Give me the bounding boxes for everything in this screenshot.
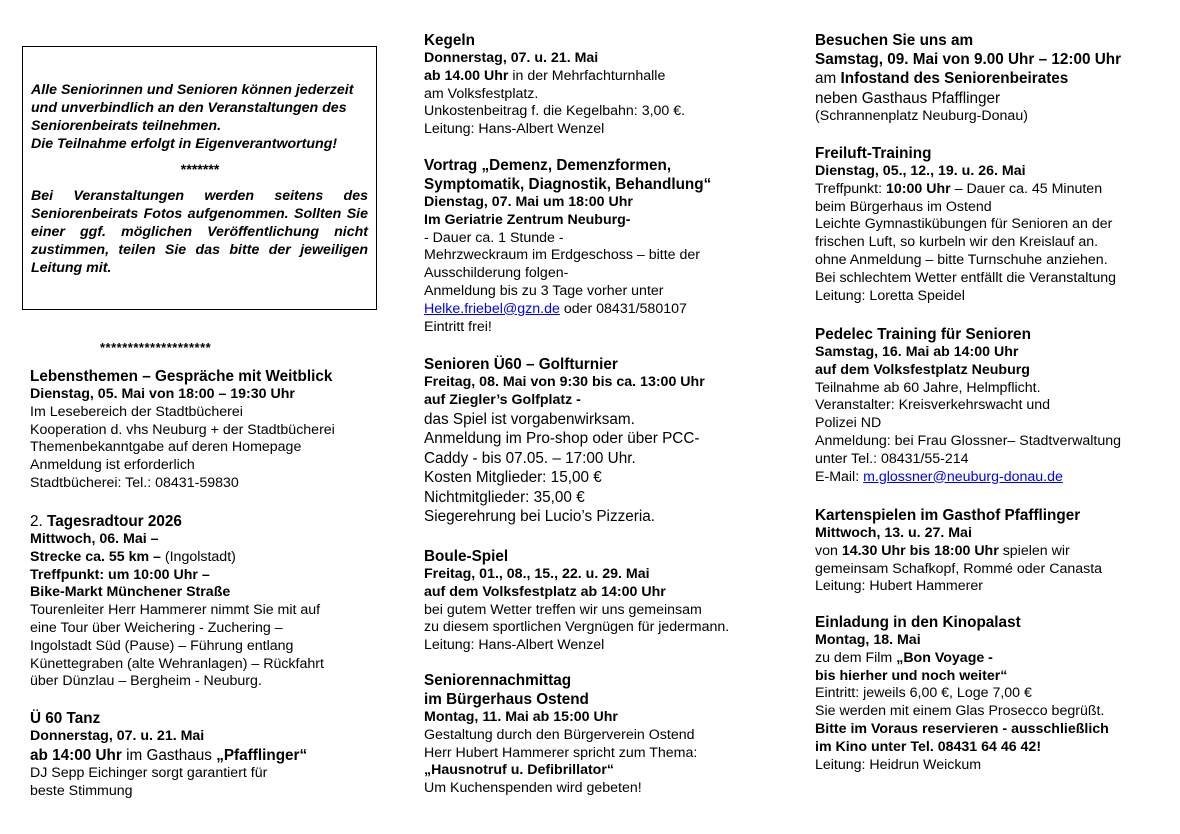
event-time: 14.30 Uhr bis 18:00 Uhr bbox=[841, 542, 999, 559]
duration: – Dauer ca. 45 Minuten bbox=[954, 180, 1103, 197]
box-separator: ******* bbox=[180, 162, 219, 178]
event-date: Freitag, 01., 08., 15., 22. u. 29. Mai bbox=[424, 566, 650, 582]
event-time: ab 14:00 Uhr bbox=[30, 746, 122, 764]
event-title: Vortrag „Demenz, Demenzformen, bbox=[424, 157, 672, 174]
route-distance: Strecke ca. 55 km – bbox=[30, 548, 161, 565]
event-nachmittag bbox=[424, 671, 697, 798]
event-date: Montag, 11. Mai ab 15:00 Uhr bbox=[424, 709, 618, 725]
event-boule bbox=[424, 547, 729, 655]
event-line: Ingolstadt Süd (Pause) – Führung entlang bbox=[30, 637, 294, 654]
event-vortrag bbox=[424, 156, 711, 336]
event-line: Polizei ND bbox=[815, 415, 882, 432]
event-line: beste Stimmung bbox=[30, 783, 133, 800]
event-pedelec bbox=[815, 325, 1121, 486]
event-golf bbox=[424, 355, 705, 527]
event-line: Leitung: Hans-Albert Wenzel bbox=[424, 637, 605, 654]
film-intro: zu dem Film bbox=[815, 649, 893, 666]
event-title: Tagesradtour 2026 bbox=[47, 513, 182, 530]
event-title-number: 2. bbox=[30, 513, 43, 530]
event-line: Stadtbücherei: Tel.: 08431-59830 bbox=[30, 474, 239, 491]
event-kegeln bbox=[424, 31, 685, 139]
event-line: Ausschilderung folgen- bbox=[424, 265, 569, 282]
event-line: DJ Sepp Eichinger sorgt garantiert für bbox=[30, 765, 268, 782]
email-link[interactable]: Helke.friebel@gzn.de bbox=[424, 300, 560, 317]
event-line: Teilnahme ab 60 Jahre, Helmpflicht. bbox=[815, 379, 1041, 396]
event-title: Besuchen Sie uns am bbox=[815, 32, 974, 49]
event-line: unter Tel.: 08431/55-214 bbox=[815, 450, 969, 467]
event-line: Gestaltung durch den Bürgerverein Ostend bbox=[424, 726, 695, 743]
event-date: Freitag, 08. Mai von 9:30 bis ca. 13:00 Uhr bbox=[424, 374, 705, 390]
event-line: - Dauer ca. 1 Stunde - bbox=[424, 229, 564, 246]
route-destination: (Ingolstadt) bbox=[164, 548, 236, 565]
event-line: Caddy - bis 07.05. – 17:00 Uhr. bbox=[424, 449, 636, 467]
event-title: Lebensthemen – Gespräche mit Weitblick bbox=[30, 368, 333, 385]
event-title: Kartenspielen im Gasthof Pfafflinger bbox=[815, 507, 1081, 524]
event-line: Nichtmitglieder: 35,00 € bbox=[424, 488, 585, 506]
event-venue: Infostand des Seniorenbeirates bbox=[840, 70, 1069, 87]
event-line: Anmeldung bis zu 3 Tage vorher unter bbox=[424, 282, 664, 299]
event-line: Veranstalter: Kreisverkehrswacht und bbox=[815, 397, 1050, 414]
event-infostand bbox=[815, 31, 1121, 126]
event-line: Kosten Mitglieder: 15,00 € bbox=[424, 469, 602, 487]
event-line: Kooperation d. vhs Neuburg + der Stadtbücherei bbox=[30, 421, 335, 438]
event-line: Tourenleiter Herr Hammerer nimmt Sie mit auf bbox=[30, 602, 321, 619]
event-venue-prefix: am bbox=[815, 70, 837, 87]
event-line: das Spiel ist vorgabenwirksam. bbox=[424, 410, 635, 428]
event-price: Eintritt: jeweils 6,00 €, Loge 7,00 € bbox=[815, 685, 1032, 702]
event-line: Im Lesebereich der Stadtbücherei bbox=[30, 403, 243, 420]
meeting-label: Treffpunkt: bbox=[815, 180, 883, 197]
event-line: ohne Anmeldung – bitte Turnschuhe anziehen. bbox=[815, 251, 1108, 268]
event-title: Ü 60 Tanz bbox=[30, 710, 101, 727]
time-prefix: von bbox=[815, 542, 838, 559]
event-line: am Volksfestplatz. bbox=[424, 85, 539, 102]
event-kino bbox=[815, 613, 1109, 774]
event-venue: auf Ziegler’s Golfplatz - bbox=[424, 391, 581, 408]
event-venue: auf dem Volksfestplatz Neuburg bbox=[815, 361, 1030, 378]
event-date: Mittwoch, 13. u. 27. Mai bbox=[815, 525, 972, 541]
event-title: Kegeln bbox=[424, 32, 475, 49]
event-venue: in der Mehrfachturnhalle bbox=[512, 67, 666, 84]
event-date: Samstag, 16. Mai ab 14:00 Uhr bbox=[815, 344, 1019, 360]
event-line: Eintritt frei! bbox=[424, 318, 492, 335]
participation-notice-box bbox=[22, 46, 377, 310]
event-line: Anmeldung im Pro-shop oder über PCC- bbox=[424, 430, 700, 448]
event-radtour bbox=[30, 512, 324, 691]
photo-notice-text: Bei Veranstaltungen werden seitens des Seniorenbeirats Fotos aufgenommen. Sollten Sie einer ggf. möglichen Veröffentlichung nicht zustimmen, teilen Sie das bitte der jeweiligen Leitung mit. bbox=[31, 188, 368, 276]
event-lebensthemen bbox=[30, 367, 335, 493]
event-line: Leitung: Heidrun Weickum bbox=[815, 756, 982, 773]
event-venue-prefix: im Gasthaus bbox=[126, 746, 212, 764]
event-date: Mittwoch, 06. Mai – bbox=[30, 531, 159, 547]
event-date: Samstag, 09. Mai von 9.00 Uhr – 12:00 Uhr bbox=[815, 51, 1122, 68]
event-date: Donnerstag, 07. u. 21. Mai bbox=[30, 728, 205, 744]
event-line: neben Gasthaus Pfafflinger bbox=[815, 89, 1001, 107]
event-karten bbox=[815, 506, 1102, 596]
event-line: Siegerehrung bei Lucio’s Pizzeria. bbox=[424, 508, 656, 526]
event-title: Symptomatik, Diagnostik, Behandlung“ bbox=[424, 176, 712, 193]
event-line: Anmeldung: bei Frau Glossner– Stadtverwaltung bbox=[815, 432, 1121, 449]
event-line: zu diesem sportlichen Vergnügen für jedermann. bbox=[424, 619, 730, 636]
event-freiluft bbox=[815, 144, 1116, 305]
event-line: Leitung: Loretta Speidel bbox=[815, 287, 965, 304]
meeting-time: Treffpunkt: um 10:00 Uhr – bbox=[30, 566, 210, 583]
event-line: beim Bürgerhaus im Ostend bbox=[815, 198, 992, 215]
event-title: Einladung in den Kinopalast bbox=[815, 614, 1021, 631]
reservation-note: Bitte im Voraus reservieren - ausschließlich bbox=[815, 720, 1109, 737]
event-line: Leitung: Hans-Albert Wenzel bbox=[424, 121, 605, 138]
event-line: Anmeldung ist erforderlich bbox=[30, 457, 195, 474]
event-line: eine Tour über Weichering - Zuchering – bbox=[30, 619, 283, 636]
event-venue: „Pfafflinger“ bbox=[216, 746, 308, 764]
meeting-place: Bike-Markt Münchener Straße bbox=[30, 584, 231, 601]
event-topic: „Hausnotruf u. Defibrillator“ bbox=[424, 762, 614, 779]
event-line: Unkostenbeitrag f. die Kegelbahn: 3,00 €. bbox=[424, 103, 686, 120]
event-line: bei gutem Wetter treffen wir uns gemeinsam bbox=[424, 601, 702, 618]
event-title: Seniorennachmittag bbox=[424, 672, 572, 689]
event-date: Dienstag, 05., 12., 19. u. 26. Mai bbox=[815, 163, 1026, 179]
event-line: Mehrzweckraum im Erdgeschoss – bitte der bbox=[424, 247, 700, 264]
event-venue: auf dem Volksfestplatz ab 14:00 Uhr bbox=[424, 583, 666, 600]
film-title-cont: bis hierher und noch weiter“ bbox=[815, 667, 1008, 684]
event-line: Sie werden mit einem Glas Prosecco begrüßt. bbox=[815, 703, 1105, 720]
email-label: E-Mail: bbox=[815, 468, 860, 485]
event-date: Donnerstag, 07. u. 21. Mai bbox=[424, 50, 599, 66]
divider-stars: ******************** bbox=[100, 340, 212, 355]
intro-text: Alle Seniorinnen und Senioren können jederzeit und unverbindlich an den Veranstaltungen des Seniorenbeirats teilnehmen. bbox=[31, 82, 354, 134]
meeting-time: 10:00 Uhr bbox=[885, 180, 951, 197]
film-title: „Bon Voyage - bbox=[896, 649, 993, 666]
event-title: Senioren Ü60 – Golfturnier bbox=[424, 356, 618, 373]
event-line: frischen Luft, so kurbeln wir den Kreislauf an. bbox=[815, 234, 1099, 251]
event-line: Künettegraben (alte Wehranlagen) – Rückfahrt bbox=[30, 655, 324, 672]
reservation-phone: im Kino unter Tel. 08431 64 46 42! bbox=[815, 738, 1042, 755]
event-title: Pedelec Training für Senioren bbox=[815, 326, 1031, 343]
event-line: (Schrannenplatz Neuburg-Donau) bbox=[815, 108, 1028, 124]
email-link[interactable]: m.glossner@neuburg-donau.de bbox=[863, 468, 1063, 485]
phone-number: oder 08431/580107 bbox=[563, 300, 687, 317]
responsibility-text: Die Teilnahme erfolgt in Eigenverantwortung! bbox=[31, 136, 338, 152]
event-title: Boule-Spiel bbox=[424, 548, 509, 565]
event-line: über Dünzlau – Bergheim - Neuburg. bbox=[30, 673, 262, 690]
event-line: Themenbekanntgabe auf deren Homepage bbox=[30, 439, 302, 456]
event-line: Bei schlechtem Wetter entfällt die Veranstaltung bbox=[815, 269, 1116, 286]
event-line: Leichte Gymnastikübungen für Senioren an der bbox=[815, 216, 1113, 233]
event-tanz bbox=[30, 709, 307, 801]
event-date: Montag, 18. Mai bbox=[815, 632, 921, 648]
event-line: gemeinsam Schafkopf, Rommé oder Canasta bbox=[815, 560, 1103, 577]
event-date: Dienstag, 07. Mai um 18:00 Uhr bbox=[424, 194, 633, 210]
event-time: ab 14.00 Uhr bbox=[424, 67, 509, 84]
event-date: Dienstag, 05. Mai von 18:00 – 19:30 Uhr bbox=[30, 386, 295, 402]
time-suffix: spielen wir bbox=[1002, 542, 1070, 559]
event-line: Herr Hubert Hammerer spricht zum Thema: bbox=[424, 744, 698, 761]
event-title: im Bürgerhaus Ostend bbox=[424, 691, 589, 708]
event-line: Um Kuchenspenden wird gebeten! bbox=[424, 780, 642, 797]
event-line: Leitung: Hubert Hammerer bbox=[815, 578, 983, 595]
event-title: Freiluft-Training bbox=[815, 145, 932, 162]
event-venue: Im Geriatrie Zentrum Neuburg- bbox=[424, 211, 631, 228]
